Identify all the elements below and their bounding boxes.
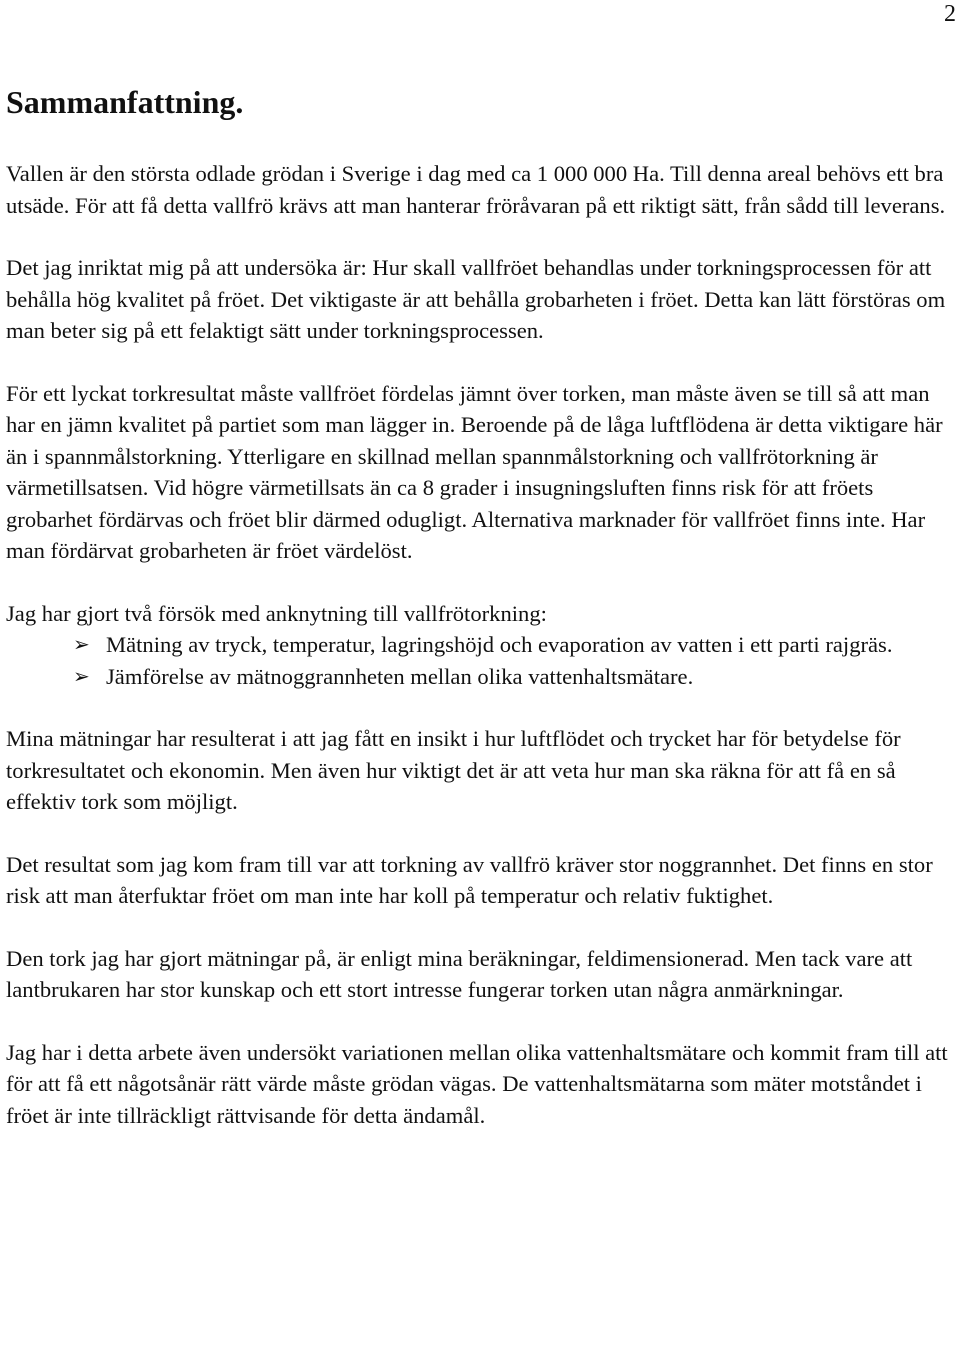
list-item xyxy=(6,661,956,693)
paragraph-moisture-meters: Jag har i detta arbete även undersökt variationen mellan olika vattenhaltsmätare och kommit fram till att för att få ett någotsånär rätt värde måste grödan vägas. De vattenhaltsmätarna som mäter motståndet i fröet är inte tillräckligt rättvisande för detta ändamål. xyxy=(6,1039,948,1128)
paragraph-measurements: Mina mätningar har resulterat i att jag fått en insikt i hur luftflödet och trycket har för betydelse för torkresultatet och ekonomin. Men även hur viktigt det är att veta hur man ska räkna för att få en så effektiv tork som möjligt. xyxy=(6,726,901,814)
paragraph-result: Det resultat som jag kom fram till var att torkning av vallfrö kräver stor noggrannhet. Det finns en stor risk att man återfuktar fröet om man inte har koll på temperatur och relativ fuktighet. xyxy=(6,851,933,908)
paragraph-experiments-intro: Jag har gjort två försök med anknytning till vallfrötorkning: xyxy=(6,600,547,626)
arrow-bullet-icon: ➢ xyxy=(73,663,90,688)
paragraph-drying: För ett lyckat torkresultat måste vallfröet fördelas jämnt över torken, man måste även se till så att man har en jämn kvalitet på partiet som man lägger in. Beroende på de låga luftflödena är detta viktigare här än i spannmålstorkning. Ytterligare en skillnad mellan spannmålstorkning och vallfrötorkning är värmetillsatsen. Vid högre värmetillsats än ca 8 grader i insugningsluften finns risk för att fröets grobarhet fördärvas och fröet blir därmed odugligt. Alternativa marknader för vallfröet finns inte. Har man fördärvat grobarheten är fröet värdelöst. xyxy=(6,380,943,563)
document-body xyxy=(6,80,956,1131)
arrow-bullet-icon: ➢ xyxy=(73,632,90,656)
list-item-text: Jämförelse av mätnoggrannheten mellan olika vattenhaltsmätare. xyxy=(106,663,694,689)
page-number: 2 xyxy=(944,1,956,27)
list-item-text: Mätning av tryck, temperatur, lagringshöjd och evaporation av vatten i ett parti rajgräs. xyxy=(106,632,893,657)
paragraph-intro: Vallen är den största odlade grödan i Sverige i dag med ca 1 000 000 Ha. Till denna areal behövs ett bra utsäde. För att få detta vallfrö krävs att man hanterar fröråvaran på ett riktigt sätt, från sådd till leverans. xyxy=(6,161,946,218)
paragraph-dryer: Den tork jag har gjort mätningar på, är enligt mina beräkningar, feldimensionerad. Men tack vare att lantbrukaren har stor kunskap och ett stort intresse fungerar torken utan några anmärkningar. xyxy=(6,945,913,1002)
experiment-list xyxy=(6,629,956,692)
paragraph-aim: Det jag inriktat mig på att undersöka är: Hur skall vallfröet behandlas under torkningsprocessen för att behålla hög kvalitet på fröet. Det viktigaste är att behålla grobarheten i fröet. Detta kan lätt förstöras om man beter sig på ett felaktigt sätt under torkningsprocessen. xyxy=(6,255,946,343)
page-title: Sammanfattning. xyxy=(6,84,244,120)
list-item xyxy=(6,629,956,661)
